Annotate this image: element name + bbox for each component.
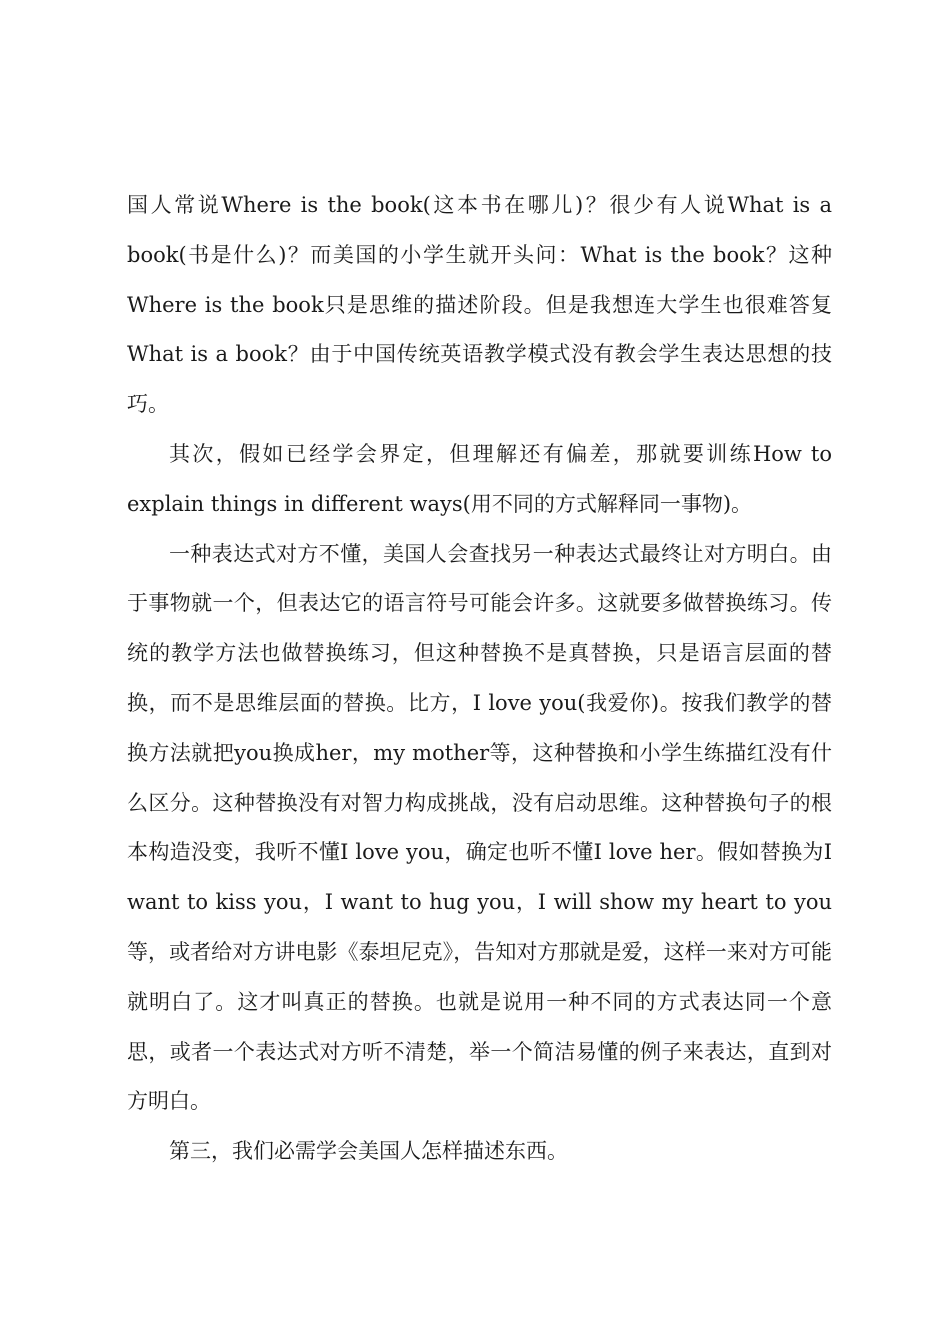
paragraph: 其次，假如已经学会界定，但理解还有偏差，那就要训练How to explain things in different ways(用不同的方式解释同一事物)。 — [127, 441, 832, 516]
paragraph: 国人常说Where is the book(这本书在哪儿)？很少有人说What is a book(书是什么)？而美国的小学生就开头问：What is the book？这种Where is the book只是思维的描述阶段。但是我想连大学生也很难答复What is a book？由于中国传统英语教学模式没有教会学生表达思想的技巧。 — [127, 193, 832, 417]
paragraph: 一种表达式对方不懂，美国人会查找另一种表达式最终让对方明白。由于事物就一个，但表达它的语言符号可能会许多。这就要多做替换练习。传统的教学方法也做替换练习，但这种替换不是真替换，只是语言层面的替换，而不是思维层面的替换。比方，I love you(我爱你)。按我们教学的替换方法就把you换成her，my mother等，这种替换和小学生练描红没有什么区分。这种替换没有对智力构成挑战，没有启动思维。这种替换句子的根本构造没变，我听不懂I love you，确定也听不懂I love her。假如替换为I want to kiss you，I want to hug you，I will show my heart to you等，或者给对方讲电影《泰坦尼克》，告知对方那就是爱，这样一来对方可能就明白了。这才叫真正的替换。也就是说用一种不同的方式表达同一个意思，或者一个表达式对方听不清楚，举一个简洁易懂的例子来表达，直到对方明白。 — [127, 541, 832, 1114]
paragraph: 第三，我们必需学会美国人怎样描述东西。 — [169, 1139, 568, 1164]
document-body — [127, 181, 832, 1177]
